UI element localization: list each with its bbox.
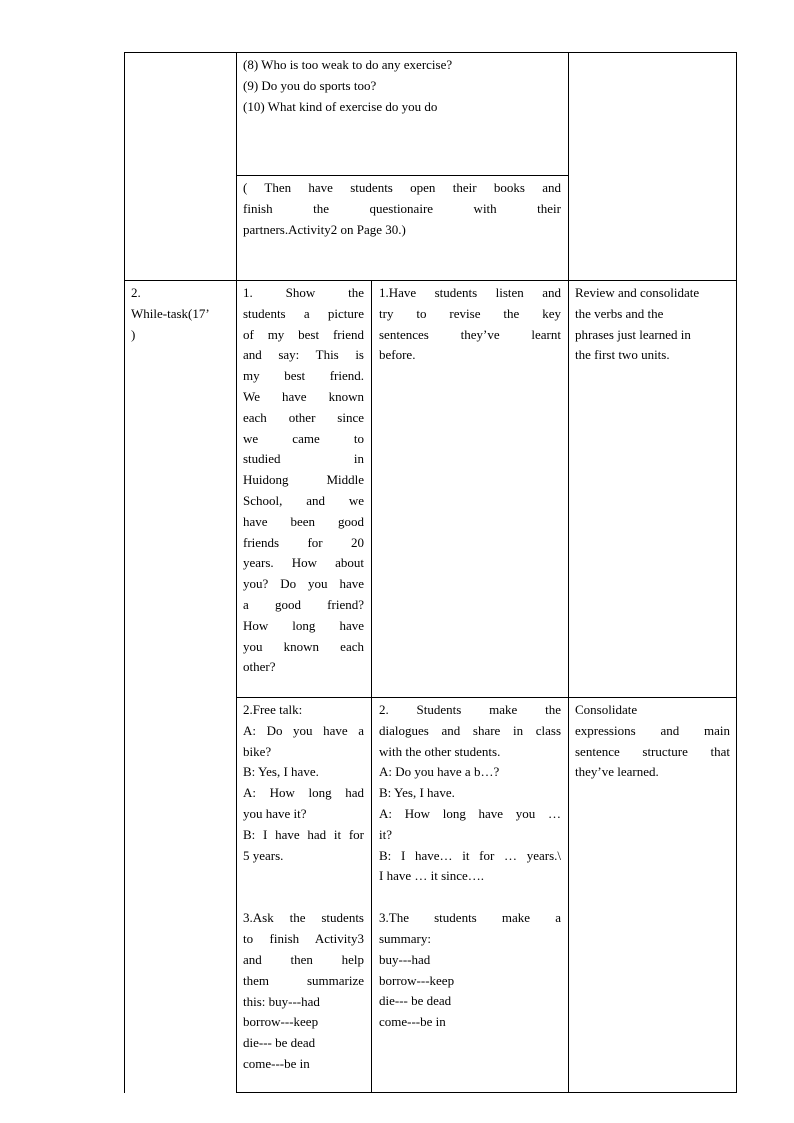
row-divider-free-talk <box>236 697 737 698</box>
text-line: B: I have… it for … years.\ <box>379 847 561 863</box>
text-line: 1.Have students listen and <box>379 285 561 300</box>
student-activity-2-3 <box>379 700 561 1033</box>
text-line: die--- be dead <box>379 993 452 1009</box>
question-line: (9) Do you do sports too? <box>243 77 377 93</box>
text-line: and say: This is <box>243 347 364 363</box>
text-line: you? Do you have <box>243 576 364 592</box>
text-line: you have it? <box>243 805 307 821</box>
text-line: sentences they’ve learnt <box>379 326 561 342</box>
note-line: ( Then have students open their books and <box>243 180 561 195</box>
text-line: studied in <box>243 451 364 467</box>
text-line: Consolidate <box>575 702 638 717</box>
text-line: them summarize <box>243 972 364 988</box>
questions-cell <box>243 55 561 117</box>
text-line: 2.Free talk: <box>243 702 303 717</box>
text-line: friends for 20 <box>243 534 364 550</box>
text-line: before. <box>379 347 416 363</box>
text-line: A: Do you have a <box>243 722 364 738</box>
teacher-activity-1 <box>243 283 364 678</box>
text-line: each other since <box>243 409 364 425</box>
col-border-right <box>736 52 737 1093</box>
col-border-2 <box>371 280 372 1093</box>
table-bottom-border <box>236 1092 737 1093</box>
step-title: While-task(17’ <box>131 305 210 321</box>
spacer <box>379 887 561 908</box>
text-line: bike? <box>243 743 272 759</box>
table-top-border <box>124 52 737 53</box>
question-line: (10) What kind of exercise do you do <box>243 98 438 114</box>
step-label-cell <box>131 283 231 345</box>
text-line: 5 years. <box>243 847 284 863</box>
text-line: die--- be dead <box>243 1035 316 1051</box>
text-line: they’ve learned. <box>575 764 659 780</box>
text-line: B: Yes, I have. <box>243 764 319 780</box>
text-line: A: How long had <box>243 785 364 801</box>
row-divider-q-notes <box>236 175 569 176</box>
text-line: 1. Show the <box>243 285 364 300</box>
text-line: borrow---keep <box>379 972 455 988</box>
text-line: 3.Ask the students <box>243 910 364 926</box>
text-line: borrow---keep <box>243 1014 319 1030</box>
text-line: to finish Activity3 <box>243 931 364 947</box>
text-line: Review and consolidate <box>575 285 700 300</box>
col-border-left <box>124 52 125 1093</box>
text-line: B: Yes, I have. <box>379 785 455 801</box>
note-line: finish the questionaire with their <box>243 200 561 216</box>
text-line: How long have <box>243 617 364 633</box>
text-line: summary: <box>379 930 431 946</box>
text-line: expressions and main <box>575 722 730 738</box>
note-line: partners.Activity2 on Page 30.) <box>243 221 406 237</box>
text-line: other? <box>243 659 276 675</box>
text-line: of my best friend <box>243 326 364 342</box>
text-line: have been good <box>243 513 364 529</box>
row-divider-while-task <box>124 280 737 281</box>
text-line: my best friend. <box>243 368 364 384</box>
text-line: come---be in <box>243 1055 310 1071</box>
text-line: dialogues and share in class <box>379 722 561 738</box>
activity-note-cell <box>243 178 561 240</box>
text-line: a good friend? <box>243 596 364 612</box>
student-activity-1 <box>379 283 561 366</box>
text-line: A: Do you have a b…? <box>379 764 500 780</box>
text-line: School, and we <box>243 492 364 508</box>
text-line: try to revise the key <box>379 305 561 321</box>
text-line: you known each <box>243 638 364 654</box>
text-line: B: I have had it for <box>243 826 364 842</box>
spacer <box>243 866 364 887</box>
text-line: I have … it since…. <box>379 868 485 884</box>
col-border-1 <box>236 52 237 1093</box>
text-line: it? <box>379 826 392 842</box>
text-line: phrases just learned in <box>575 326 691 342</box>
purpose-2 <box>575 700 730 783</box>
step-number: 2. <box>131 285 141 300</box>
spacer <box>243 887 364 908</box>
text-line: the first two units. <box>575 347 670 363</box>
text-line: we came to <box>243 430 364 446</box>
purpose-1 <box>575 283 730 366</box>
col-border-3 <box>568 52 569 1093</box>
text-line: Huidong Middle <box>243 472 364 488</box>
text-line: A: How long have you … <box>379 805 561 821</box>
text-line: years. How about <box>243 555 364 571</box>
text-line: sentence structure that <box>575 743 730 759</box>
teacher-activity-2-3 <box>243 700 364 1075</box>
text-line: with the other students. <box>379 743 501 759</box>
text-line: this: buy---had <box>243 993 320 1009</box>
text-line: 2. Students make the <box>379 702 561 717</box>
question-line: (8) Who is too weak to do any exercise? <box>243 57 453 72</box>
step-title-end: ) <box>131 326 136 342</box>
text-line: buy---had <box>379 951 431 967</box>
text-line: and then help <box>243 951 364 967</box>
text-line: come---be in <box>379 1014 446 1030</box>
text-line: We have known <box>243 388 364 404</box>
text-line: 3.The students make a <box>379 910 561 926</box>
text-line: students a picture <box>243 305 364 321</box>
text-line: the verbs and the <box>575 305 664 321</box>
